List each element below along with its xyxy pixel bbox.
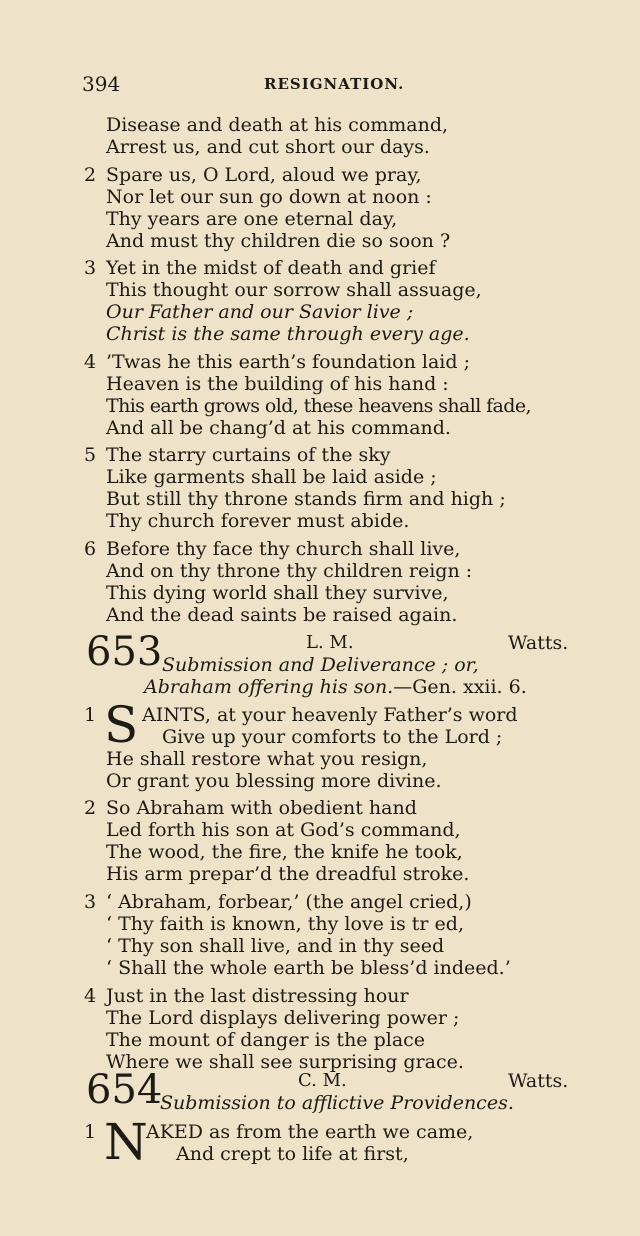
stanza-number: 5 (84, 444, 97, 466)
hymn-author: Watts. (508, 1070, 569, 1092)
verse-line: Or grant you blessing more divine. (106, 770, 442, 792)
verse-line: The mount of danger is the place (106, 1029, 426, 1051)
verse-line: The starry curtains of the sky (106, 444, 391, 466)
verse-line: Thy church forever must abide. (106, 510, 410, 532)
verse-line: Arrest us, and cut short our days. (106, 136, 430, 158)
verse-line: Before thy face thy church shall live, (106, 538, 461, 560)
hymn-subtitle: Submission to afflictive Providences. (160, 1092, 514, 1114)
hymn-subtitle (144, 676, 527, 698)
hymn-number: 654 (86, 1067, 163, 1113)
hymn-subtitle: Submission and Deliverance ; or, (162, 654, 479, 676)
verse-line: Led forth his son at God’s command, (106, 819, 461, 841)
verse-line: His arm prepar’d the dreadful stroke. (106, 863, 470, 885)
stanza-number: 2 (84, 797, 97, 819)
hymn-subtitle-text: Abraham offering his son. (144, 676, 394, 698)
stanza-number: 4 (84, 985, 97, 1007)
scripture-reference: —Gen. xxii. 6. (393, 676, 527, 698)
verse-line: ’Twas he this earth’s foundation laid ; (106, 351, 470, 373)
drop-cap: N (104, 1113, 148, 1171)
verse-line: And all be chang’d at his command. (106, 417, 451, 439)
verse-line: This earth grows old, these heavens shall fade, (106, 395, 531, 417)
verse-line: Like garments shall be laid aside ; (106, 466, 437, 488)
hymn-author: Watts. (508, 632, 569, 654)
verse-line: ‘ Thy faith is known, thy love is tr ed, (106, 913, 464, 935)
verse-line: The Lord displays delivering power ; (106, 1007, 460, 1029)
verse-line: This dying world shall they survive, (106, 582, 449, 604)
verse-line: And crept to life at first, (176, 1143, 409, 1165)
verse-line: Disease and death at his command, (106, 114, 449, 136)
stanza-number: 6 (84, 538, 97, 560)
verse-line: The wood, the fire, the knife he took, (106, 841, 463, 863)
verse-line: Just in the last distressing hour (106, 985, 409, 1007)
stanza-number: 1 (84, 1121, 97, 1143)
verse-line: ‘ Thy son shall live, and in thy seed (106, 935, 445, 957)
verse-line: AKED as from the earth we came, (146, 1121, 474, 1143)
stanza-number: 4 (84, 351, 97, 373)
verse-line: So Abraham with obedient hand (106, 797, 417, 819)
verse-line: Thy years are one eternal day, (106, 208, 398, 230)
verse-line: But still thy throne stands firm and high ; (106, 488, 506, 510)
verse-line: AINTS, at your heavenly Father’s word (142, 704, 518, 726)
verse-line: And on thy throne thy children reign : (106, 560, 473, 582)
stanza-number: 3 (84, 891, 97, 913)
verse-line: ‘ Shall the whole earth be bless’d indeed.’ (106, 957, 511, 979)
drop-cap: S (104, 696, 139, 754)
verse-line: Our Father and our Savior live ; (106, 301, 414, 323)
verse-line: Nor let our sun go down at noon : (106, 186, 432, 208)
verse-line: ‘ Abraham, forbear,’ (the angel cried,) (106, 891, 472, 913)
page-number: 394 (82, 72, 121, 96)
hymn-number: 653 (86, 629, 163, 675)
section-title: RESIGNATION. (264, 75, 405, 93)
verse-line: And must thy children die so soon ? (106, 230, 451, 252)
verse-line: This thought our sorrow shall assuage, (106, 279, 482, 301)
verse-line: Spare us, O Lord, aloud we pray, (106, 164, 422, 186)
verse-line: Heaven is the building of his hand : (106, 373, 449, 395)
verse-line: Christ is the same through every age. (106, 323, 470, 345)
verse-line: Where we shall see surprising grace. (106, 1051, 464, 1073)
stanza-number: 3 (84, 257, 97, 279)
hymn-meter: C. M. (298, 1070, 347, 1091)
running-header (82, 72, 582, 98)
stanza-number: 2 (84, 164, 97, 186)
verse-line: Yet in the midst of death and grief (106, 257, 436, 279)
verse-line: He shall restore what you resign, (106, 748, 428, 770)
hymn-meter: L. M. (306, 632, 354, 653)
verse-line: Give up your comforts to the Lord ; (162, 726, 503, 748)
stanza-number: 1 (84, 704, 97, 726)
verse-line: And the dead saints be raised again. (106, 604, 458, 626)
